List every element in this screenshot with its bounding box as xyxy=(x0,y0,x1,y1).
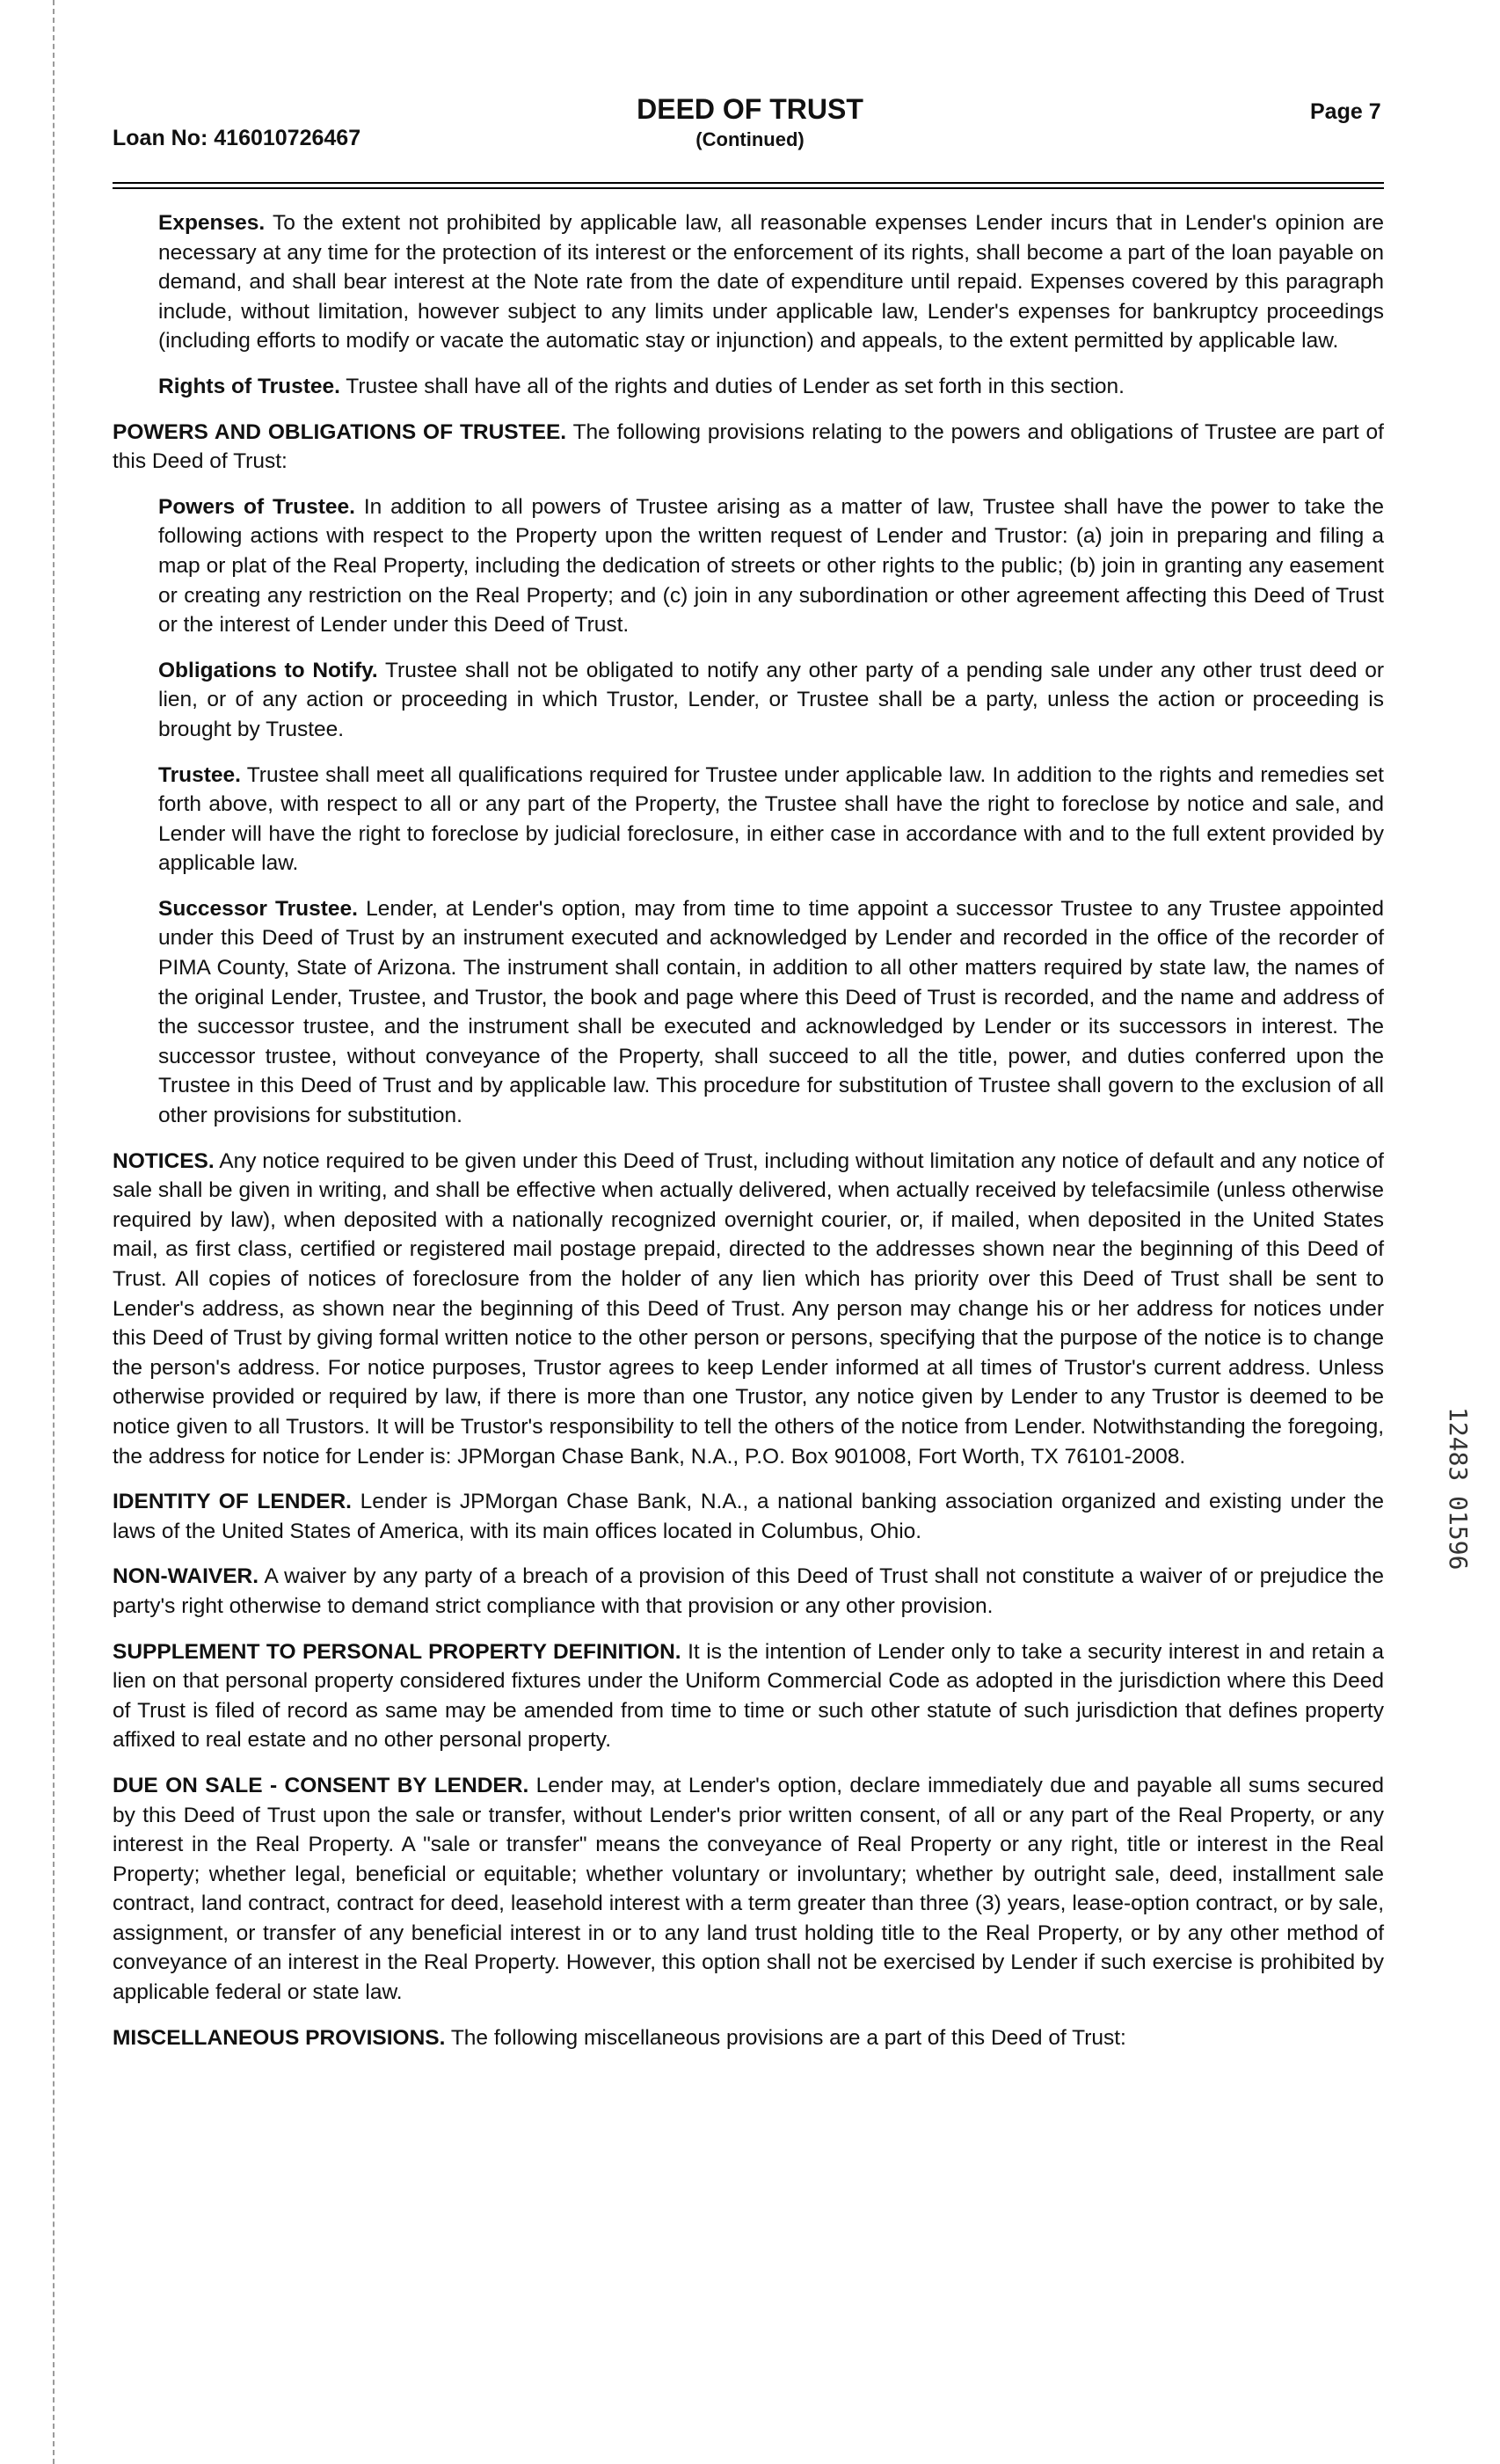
section-text: Trustee shall not be obligated to notify any other party of a pending sale under any other trust deed or lien, or of any action or proceeding in which Trustor, Lender, or Trustee shall be a party, unless the action or proceeding is brought by Trustee. xyxy=(158,658,1384,741)
section-heading: MISCELLANEOUS PROVISIONS. xyxy=(113,2025,446,2050)
section-heading: Trustee. xyxy=(158,762,241,787)
section-text: A waiver by any party of a breach of a provision of this Deed of Trust shall not constitute a waiver of or prejudice the party's right otherwise to demand strict compliance with that provision or any other provision. xyxy=(113,1564,1384,1618)
section-heading: NOTICES. xyxy=(113,1148,215,1173)
recording-stamp: 12483 01596 xyxy=(1444,1407,1473,1571)
section-powers-and-obligations xyxy=(113,418,1384,477)
section-heading: Expenses. xyxy=(158,211,266,235)
section-due-on-sale xyxy=(113,1771,1384,2008)
page-number: Page 7 xyxy=(1310,99,1381,124)
section-heading: NON-WAIVER. xyxy=(113,1564,259,1589)
left-margin-rule xyxy=(53,0,55,2464)
section-successor-trustee xyxy=(158,894,1384,1131)
section-text: Any notice required to be given under this Deed of Trust, including without limitation any notice of default and any notice of sale shall be given in writing, and shall be effective when actually delivered, when actually received by telefacsimile (unless otherwise required by law), when deposited with a nationally recognized overnight courier, or, if mailed, when deposited in the United States mail, as first class, certified or registered mail postage prepaid, directed to the addresses shown near the beginning of this Deed of Trust. All copies of notices of foreclosure from the holder of any lien which has priority over this Deed of Trust shall be sent to Lender's address, as shown near the beginning of this Deed of Trust. Any person may change his or her address for notices under this Deed of Trust by giving formal written notice to the other person or persons, specifying that the purpose of the notice is to change the person's address. For notice purposes, Trustor agrees to keep Lender informed at all times of Trustor's current address. Unless otherwise provided or required by law, if there is more than one Trustor, any notice given by Lender to any Trustor is deemed to be notice given to all Trustors. It will be Trustor's responsibility to tell the others of the notice from Lender. Notwithstanding the foregoing, the address for notice for Lender is: JPMorgan Chase Bank, N.A., P.O. Box 901008, Fort Worth, TX 76101-2008. xyxy=(113,1148,1384,1469)
section-trustee xyxy=(158,761,1384,878)
section-supplement-personal-property xyxy=(113,1637,1384,1755)
section-text: The following provisions relating to the powers and obligations of Trustee are part of this Deed of Trust: xyxy=(113,419,1384,474)
section-obligations-to-notify xyxy=(158,656,1384,745)
section-text: Lender, at Lender's option, may from time to time appoint a successor Trustee to any Trustee appointed under this Deed of Trust by an instrument executed and acknowledged by Lender and recorded in the office of the recorder of PIMA County, State of Arizona. The instrument shall contain, in addition to all other matters required by state law, the names of the original Lender, Trustee, and Trustor, the book and page where this Deed of Trust is recorded, and the name and address of the successor trustee, and the instrument shall be executed and acknowledged by Lender or its successors in interest. The successor trustee, without conveyance of the Property, shall succeed to all the title, power, and duties conferred upon the Trustee in this Deed of Trust and by applicable law. This procedure for substitution of Trustee shall govern to the exclusion of all other provisions for substitution. xyxy=(158,896,1384,1128)
section-heading: Successor Trustee. xyxy=(158,896,358,921)
section-text: Trustee shall meet all qualifications required for Trustee under applicable law. In addition to the rights and remedies set forth above, with respect to all or any part of the Property, the Trustee shall have the right to foreclose by notice and sale, and Lender will have the right to foreclose by judicial foreclosure, in either case in accordance with and to the full extent provided by applicable law. xyxy=(158,762,1384,876)
document-body xyxy=(113,208,1384,2068)
section-heading: IDENTITY OF LENDER. xyxy=(113,1490,352,1514)
section-heading: Powers of Trustee. xyxy=(158,494,355,519)
section-notices xyxy=(113,1147,1384,1472)
section-heading: Rights of Trustee. xyxy=(158,374,340,398)
section-non-waiver xyxy=(113,1562,1384,1621)
section-text: The following miscellaneous provisions are a part of this Deed of Trust: xyxy=(450,2025,1126,2050)
section-text: Lender may, at Lender's option, declare immediately due and payable all sums secured by this Deed of Trust upon the sale or transfer, without Lender's prior written consent, of all or any part of the Real Property, or any interest in the Real Property. A "sale or transfer" means the conveyance of Real Property or any right, title or interest in the Real Property; whether legal, beneficial or equitable; whether voluntary or involuntary; whether by outright sale, deed, installment sale contract, land contract, contract for deed, leasehold interest with a term greater than three (3) years, lease-option contract, or by sale, assignment, or transfer of any beneficial interest in or to any land trust holding title to the Real Property, or by any other method of conveyance of an interest in the Real Property. However, this option shall not be exercised by Lender if such exercise is prohibited by applicable federal or state law. xyxy=(113,1773,1385,2005)
document-subtitle: (Continued) xyxy=(695,128,805,150)
loan-number: Loan No: 416010726467 xyxy=(113,126,361,150)
section-heading: Obligations to Notify. xyxy=(158,658,378,682)
section-heading: SUPPLEMENT TO PERSONAL PROPERTY DEFINITION. xyxy=(113,1639,681,1664)
section-powers-of-trustee xyxy=(158,492,1384,640)
section-text: Lender is JPMorgan Chase Bank, N.A., a national banking association organized and existing under the laws of the United States of America, with its main offices located in Columbus, Ohio. xyxy=(113,1490,1385,1543)
section-expenses xyxy=(158,208,1384,356)
section-text: Trustee shall have all of the rights and duties of Lender as set forth in this section. xyxy=(346,374,1125,398)
section-text: To the extent not prohibited by applicable law, all reasonable expenses Lender incurs that in Lender's opinion are necessary at any time for the protection of its interest or the enforcement of its rights, shall become a part of the loan payable on demand, and shall bear interest at the Note rate from the date of expenditure until repaid. Expenses covered by this paragraph include, without limitation, however subject to any limits under applicable law, Lender's expenses for bankruptcy proceedings (including efforts to modify or vacate the automatic stay or injunction) and appeals, to the extent permitted by applicable law. xyxy=(158,211,1384,354)
section-miscellaneous-provisions xyxy=(113,2023,1384,2053)
section-rights-of-trustee xyxy=(158,372,1384,402)
header-rule xyxy=(113,187,1384,189)
section-heading: DUE ON SALE - CONSENT BY LENDER. xyxy=(113,1773,529,1797)
document-title: DEED OF TRUST xyxy=(637,93,863,125)
section-heading: POWERS AND OBLIGATIONS OF TRUSTEE. xyxy=(113,419,567,444)
section-text: In addition to all powers of Trustee arising as a matter of law, Trustee shall have the power to take the following actions with respect to the Property upon the written request of Lender and Trustor: (a) join in preparing and filing a map or plat of the Real Property, including the dedication of streets or other rights to the public; (b) join in granting any easement or creating any restriction on the Real Property; and (c) join in any subordination or other agreement affecting this Deed of Trust or the interest of Lender under this Deed of Trust. xyxy=(158,494,1384,638)
section-text: It is the intention of Lender only to take a security interest in and retain a lien on that personal property considered fixtures under the Uniform Commercial Code as adopted in the jurisdiction where this Deed of Trust is filed of record as same may be amended from time to time or such other statute of such jurisdiction that defines property affixed to real estate and no other personal property. xyxy=(113,1639,1384,1753)
section-identity-of-lender xyxy=(113,1487,1384,1546)
header-rule xyxy=(113,182,1384,184)
